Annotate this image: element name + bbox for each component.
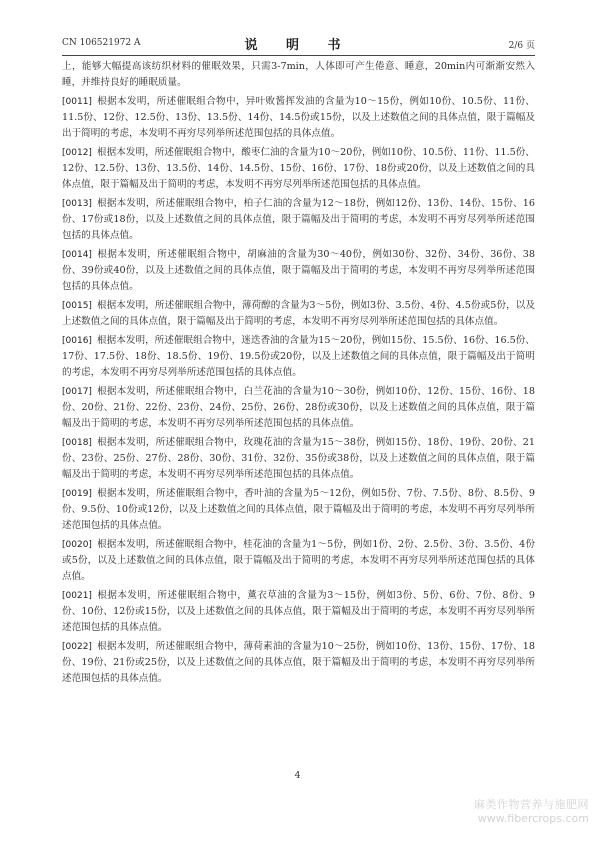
paragraph-text: 根据本发明，所述催眠组合物中，薄荷素油的含量为10～25份，例如10份、13份、15份、17份、18份、19份、21份或25份，以及上述数值之间的具体点值，限于篇幅及出于简明的考虑，本发明不再穷尽列举所述范围包括的具体点值。 [62, 640, 535, 684]
paragraph-0020 [62, 537, 535, 586]
paragraph-text: 根据本发明，所述催眠组合物中，胡麻油的含量为30～40份，例如30份、32份、34份、36份、38份、39份或40份，以及上述数值之间的具体点值，限于篇幅及出于简明的考虑，本发明不再穷尽列举所述范围包括的具体点值。 [62, 248, 535, 293]
paragraph-continued [62, 59, 535, 91]
paragraph-number: [0012] [62, 147, 92, 158]
paragraph-number: [0015] [62, 300, 92, 311]
paragraph-number: [0019] [62, 488, 92, 499]
watermark-url: www.fibercrops.com [477, 812, 589, 825]
paragraph-text: 根据本发明，所述催眠组合物中，桂花油的含量为1～5份，例如1份、2份、2.5份、3份、3.5份、4份或5份，以及上述数值之间的具体点值，限于篇幅及出于简明的考虑，本发明不再穷尽列举所述范围包括的具体点值。 [62, 538, 535, 582]
paragraph-number: [0021] [62, 590, 92, 601]
paragraph-0021 [62, 588, 535, 637]
paragraph-0014 [62, 247, 535, 296]
paragraph-text: 根据本发明，所述催眠组合物中，迷迭香油的含量为15～20份，例如15份、15.5份、16份、16.5份、17份、17.5份、18份、18.5份、19份、19.5份或20份，以及上述数值之间的具体点值，限于篇幅及出于简明的考虑，本发明不再穷尽列举所述范围包括的具体点值。 [62, 334, 535, 378]
watermark-site-name: 麻类作物营养与施肥网 [474, 798, 589, 811]
paragraph-text: 上，能够大幅提高该纺织材料的催眠效果，只需3-7min，人体即可产生倦意、睡意，20min内可渐渐安然入睡，并维持良好的睡眠质量。 [62, 61, 535, 89]
site-watermark [474, 798, 589, 826]
paragraph-0011 [62, 94, 535, 143]
paragraph-text: 根据本发明，所述催眠组合物中，玫瑰花油的含量为15～38份，例如15份、18份、19份、20份、21份、23份、25份、27份、28份、30份、31份、32份、35份或38份，以及上述数值之间的具体点值，限于篇幅及出于简明的考虑，本发明不再穷尽列举所述范围包括的具体点值。 [62, 436, 535, 480]
paragraph-number: [0013] [62, 198, 92, 209]
paragraph-0019 [62, 486, 535, 535]
paragraph-text: 根据本发明，所述催眠组合物中，香叶油的含量为5～12份，例如5份、7份、7.5份、8份、8.5份、9份、9.5份、10份或12份，以及上述数值之间的具体点值，限于篇幅及出于简明的考虑，本发明不再穷尽列举所述范围包括的具体点值。 [62, 487, 535, 531]
paragraph-number: [0020] [62, 539, 92, 550]
paragraph-number: [0011] [62, 96, 92, 107]
paragraph-text: 根据本发明，所述催眠组合物中，白兰花油的含量为10～30份，例如10份、12份、15份、16份、18份、20份、21份、22份、23份、24份、25份、26份、28份或30份，以及上述数值之间的具体点值，限于篇幅及出于简明的考虑，本发明不再穷尽列举所述范围包括的具体点值。 [62, 385, 535, 429]
paragraph-text: 根据本发明，所述催眠组合物中，薄荷醇的含量为3～5份，例如3份、3.5份、4份、4.5份或5份，以及上述数值之间的具体点值，限于篇幅及出于简明的考虑，本发明不再穷尽列举所述范围包括的具体点值。 [62, 299, 535, 327]
paragraph-0018 [62, 435, 535, 484]
paragraph-0012 [62, 145, 535, 194]
paragraph-number: [0016] [62, 335, 92, 346]
page-number: 4 [294, 770, 301, 781]
paragraph-text: 根据本发明，所述催眠组合物中，异叶败酱挥发油的含量为10～15份，例如10份、10.5份、11份、11.5份、12份、12.5份、13份、13.5份、14份、14.5份或15份，以及上述数值之间的具体点值，限于篇幅及出于简明的考虑，本发明不再穷尽列举所述范围包括的具体点值。 [62, 95, 535, 140]
paragraph-text: 根据本发明，所述催眠组合物中，酸枣仁油的含量为10～20份，例如10份、10.5份、11份、11.5份、12份、12.5份、13份、13.5份、14份、14.5份、15份、16份、17份、18份或20份，以及上述数值之间的具体点值，限于篇幅及出于简明的考虑，本发明不再穷尽列举所述范围包括的具体点值。 [62, 146, 535, 191]
document-body [62, 59, 535, 690]
page-header [62, 34, 535, 54]
paragraph-text: 根据本发明，所述催眠组合物中，柏子仁油的含量为12～18份，例如12份、13份、14份、15份、16份、17份或18份，以及上述数值之间的具体点值，限于篇幅及出于简明的考虑，本发明不再穷尽列举所述范围包括的具体点值。 [62, 197, 535, 242]
paragraph-number: [0022] [62, 641, 92, 652]
paragraph-number: [0017] [62, 386, 92, 397]
paragraph-number: [0018] [62, 437, 92, 448]
page-count: 2/6 页 [508, 41, 535, 51]
paragraph-0022 [62, 639, 535, 688]
paragraph-0015 [62, 298, 535, 330]
document-title: 说 明 书 [244, 38, 353, 53]
paragraph-0016 [62, 333, 535, 382]
paragraph-0017 [62, 384, 535, 433]
paragraph-number: [0014] [62, 249, 92, 260]
paragraph-text: 根据本发明，所述催眠组合物中，薰衣草油的含量为3～15份，例如3份、5份、6份、7份、8份、9份、10份、12份或15份，以及上述数值之间的具体点值，限于篇幅及出于简明的考虑，本发明不再穷尽列举所述范围包括的具体点值。 [62, 589, 535, 633]
document-id: CN 106521972 A [62, 38, 141, 48]
paragraph-0013 [62, 196, 535, 245]
header-divider [62, 55, 535, 56]
